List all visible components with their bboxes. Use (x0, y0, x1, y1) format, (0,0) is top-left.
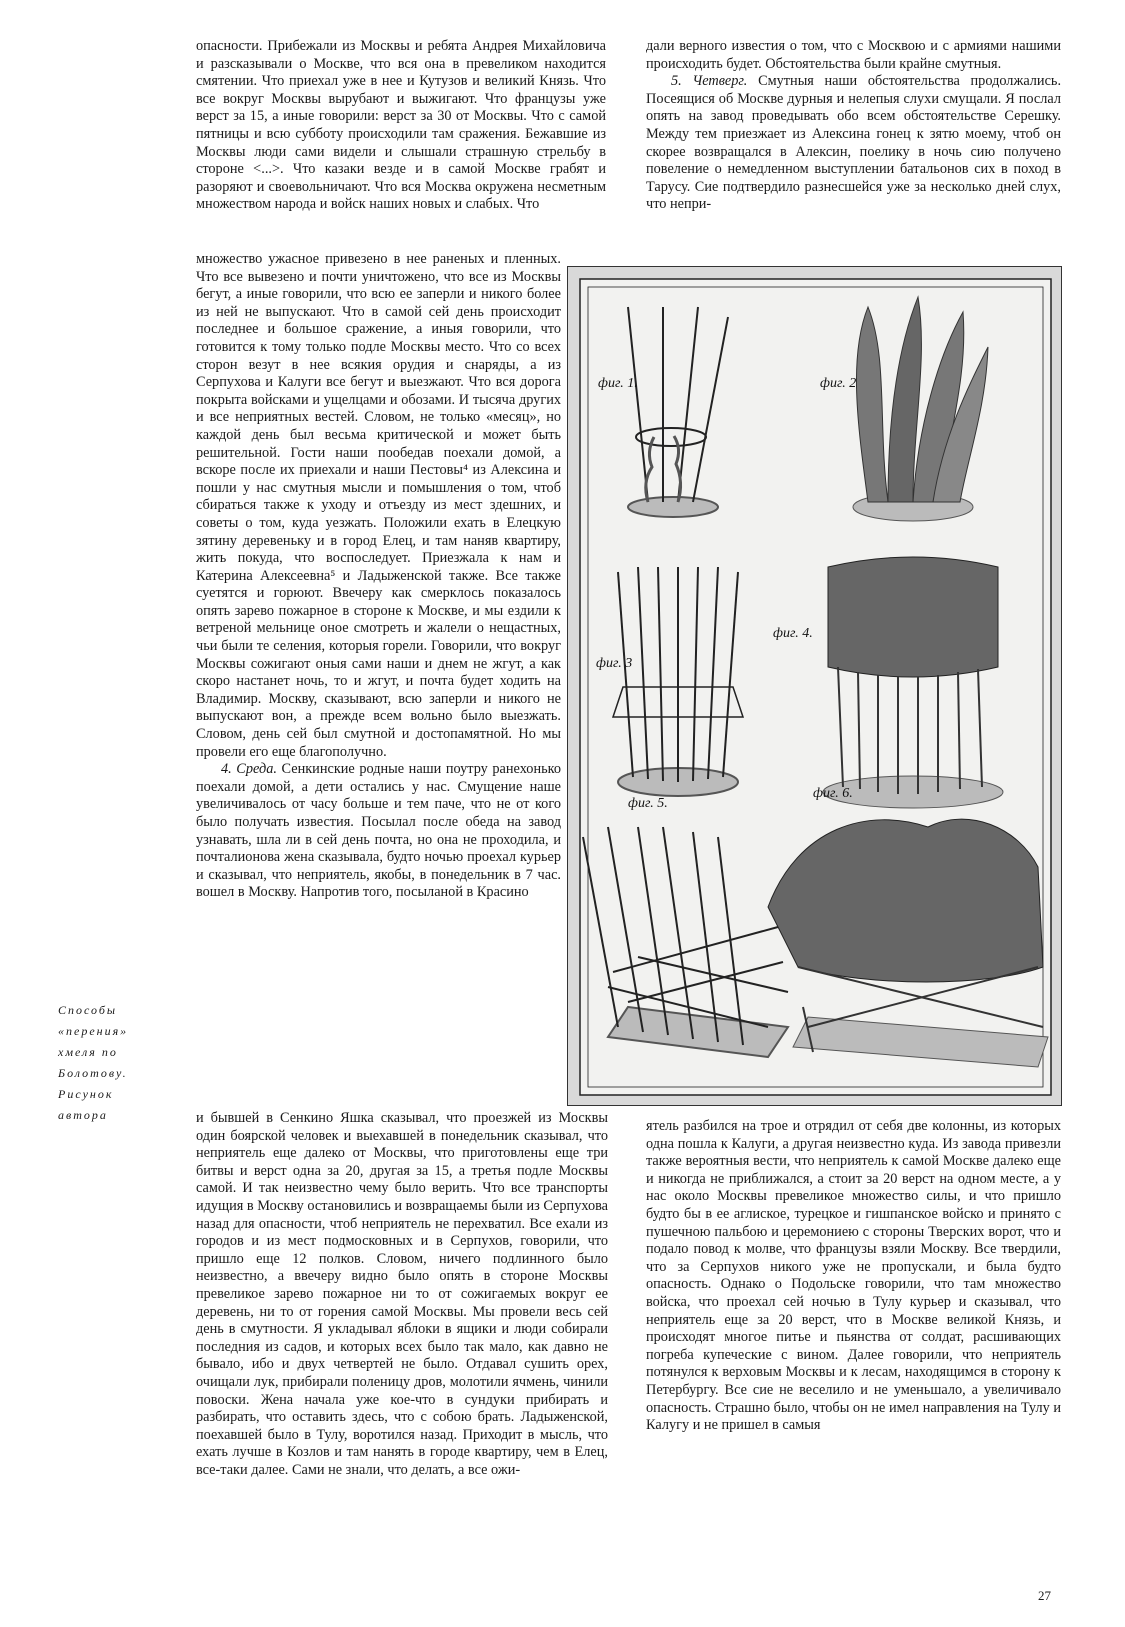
left-column-top-text: опасности. Прибежали из Москвы и ребята Андрея Михайловича и разсказывали о Москве, что вся она в превеликом находится смятении. Что приехал уже в нее и Кутузов и великий Князь. Что все вокруг Москвы вырубают и выжигают. Что французы уже верст за 15, а иные говорили: верст за 30 от Москвы. Что с самой пятницы и всю субботу происходили там сражения. Бежавшие из Москвы люди сами видели и слышали страшную стрельбу в стороне <...>. Что казаки везде и в самой Москве грабят и разоряют и своевольничают. Что вся Москва окружена несметным множеством народа и войск наших новых и слабых. Что (196, 38, 606, 213)
page-number: 27 (1038, 1588, 1051, 1603)
thursday-paragraph (646, 73, 1061, 214)
right-column-top (646, 38, 1061, 214)
right-column-bottom-text: ятель разбился на трое и отрядил от себя две колонны, из которых одна пошла к Калуги, а другая неизвестно куда. Из завода привезли также вероятныя вести, что неприятель к самой Москве далеко еще и никогда не приближался, а стоит за 20 верст на одном месте, а у нас около Москвы превеликое множество силы, и что пришло будто бы в ее аглиское, турецкое и гишпанское войско и принято с пушечною пальбою и церемониею с стороны Тверских ворот, что и подало повод к молве, что французы взяли Москву. Все твердили, что за Серпухов никого уже не пропускали, и была будто опасность. Однако о Подольске говорили, что там множество войска, что проехал сей ночью в Тулу курьер и сказывал, что неприятель еще за 20 верст, что в Москве великой Князь, и происходят многое питье и пьянства от солдат, расшивающих погреба купеческие с вином. Далее говорили, что неприятель потянулся к верховым Москвы и к лесам, находящимся в сторону к Петербургу. Все сие не веселило и не уменьшало, а увеличивало опасность. Страшно было, чтобы он не имел направления на Тулу и Калугу и не пришел в самыя (646, 1118, 1061, 1434)
wednesday-text: Сенкинские родные наши поутру ранехонько поехали домой, а дети остались у нас. Смущение наше увеличивалось от часу больше и тем паче, что не от кого было получать известия. Посылал после обеда на завод узнавать, шла ли в сей день почта, но она не проходила, и почталионова жена сказывала, будто ночью проехал курьер и сказывал, что неприятель, якобы, в понедельник в 7 час. вошел в Москву. Напротив того, посыланой в Красино (196, 761, 561, 901)
figure-3-label: фиг. 3 (596, 656, 633, 671)
figure-6-label: фиг. 6. (813, 786, 853, 801)
figure-1-label: фиг. 1. (598, 376, 638, 391)
wednesday-label: 4. Среда. (221, 761, 277, 778)
figure-4-label: фиг. 4. (773, 626, 813, 641)
thursday-text: Смутныя наши обстоятельства продолжались. Посеящися об Москве дурныя и нелепыя слухи смущали. Я послал опять на завод проведывать обо всем обстоятельстве Серешку. Между тем приезжает из Алексина гонец к зятю моему, чтоб он скорее возвращался в Алексин, поелику в ночь сию получено повеление о немедленном выступлении батальонов сих в поход в Тарусу. Сие подтвердило разнесшейся уже за несколько дней слух, что непри- (646, 73, 1062, 213)
left-column-wrap-text: множество ужасное привезено в нее раненых и пленных. Что все вывезено и почти уничтожено, что все из Москвы бегут, а иные говорили, что всю ее заперли и никого более из ней не выпускают. Что в самой сей день происходит последнее и большое сражение, а иныя говорили, что готовится к тому только подле Москвы место. Что со всех сторон везут в нее всякия орудия и снаряды, а из Серпухова и Калуги все бегут и выезжают. Что вся дорога покрыта войсками и ущелцами и обозами. И тысяча других и все неприятных вестей. Словом, не только «месяц», но каждой день был весьма критической и может быть решительной. Гости наши пообедав поехали домой, а вскоре после их приехали и наши Пестовы⁴ из Алексина и пошли у нас смутныя мысли и помышления о том, чтоб сбираться также к уходу и отъезду из мест здешних, и советы о том, куда уезжать. Положили ехать в Елецкую зятину деревеньку и в город Елец, и там наняв квартиру, жить покуда, что воспоследует. Приезжала к нам и Катерина Алексеевна⁵ и Ладыженской также. Все также суетятся и горюют. Ввечеру как смерклось показалось опять зарево пожарное в стороне к Москве, и мы ездили к ветреной мельнице оное смотреть и жалели о нещастных, чьи были те селения, которыя горели. Говорили, что вокруг Москвы сожигают оныя сами наши и днем не жгут, а как скоро настанет ночь, то и жгут, и почта будет ходить на Владимир. Москву, сказывают, всю заперли и никого не выпускают вон, а прежде всем вольно было выезжать. Словом, день сей был смутной и достопамятной. Но мы провели его еще благополучно. (196, 251, 561, 760)
right-column-top-text: дали верного известия о том, что с Москвою и с армиями нашими происходить будет. Обстоятельства были крайне смутныя. (646, 38, 1061, 72)
figure-caption: Способы «перения» хмеля по Болотову. Рисунок автора (58, 1003, 129, 1122)
wednesday-paragraph (196, 761, 561, 902)
hop-training-illustration (567, 266, 1062, 1106)
left-column-bottom-text: и бывшей в Сенкино Яшка сказывал, что проезжей из Москвы один боярской человек и выехавшей в понедельник сказывал, что неприятель еще далеко от Москвы, что приготовлены еще три битвы и верст одна за 20, другая за 15, а третья подле Москвы самой. И так неизвестно чему было верить. Что все транспорты идущия в Москву остановились и возвращаемы были из Серпухова назад для опасности, чтоб неприятель не перехватил. Все ехали из городов и из мест подмосковных и в Серпухов, говорили, что пришло еще 12 полков. Словом, ничего подлинного было неизвестно, а ввечеру видно было опять в стороне Москвы превеликое зарево пожарное ни то от сожигаемых вокруг ее деревень, ни то от горения самой Москвы. Мы провели весь сей день в смутности. Я укладывал яблоки в ящики и люди собирали последния из садов, и которых всех было так мало, как давно не бывало, ибо и двух четвертей не было. Отдавал сушить орех, очищали лук, прибирали поленицу дров, молотили ячмень, чинили повоски. Жена начала уже кое-что в сундуки прибирать и разбирать, что оставить здесь, что с собою брать. Ладыженской, поехавшей было в Тулу, воротился назад. Приходит в мысль, что ехать лучше в Козлов и там нанять в городе квартиру, чем в Елец, все-таки далее. Сами не знали, что делать, а все ожи- (196, 1110, 609, 1478)
figure-2-label: фиг. 2 (820, 376, 857, 391)
left-column-wrap (196, 251, 561, 902)
figure-5-label: фиг. 5. (628, 796, 668, 811)
thursday-label: 5. Четверг. (671, 73, 748, 90)
illustration-drawing (568, 267, 1063, 1107)
